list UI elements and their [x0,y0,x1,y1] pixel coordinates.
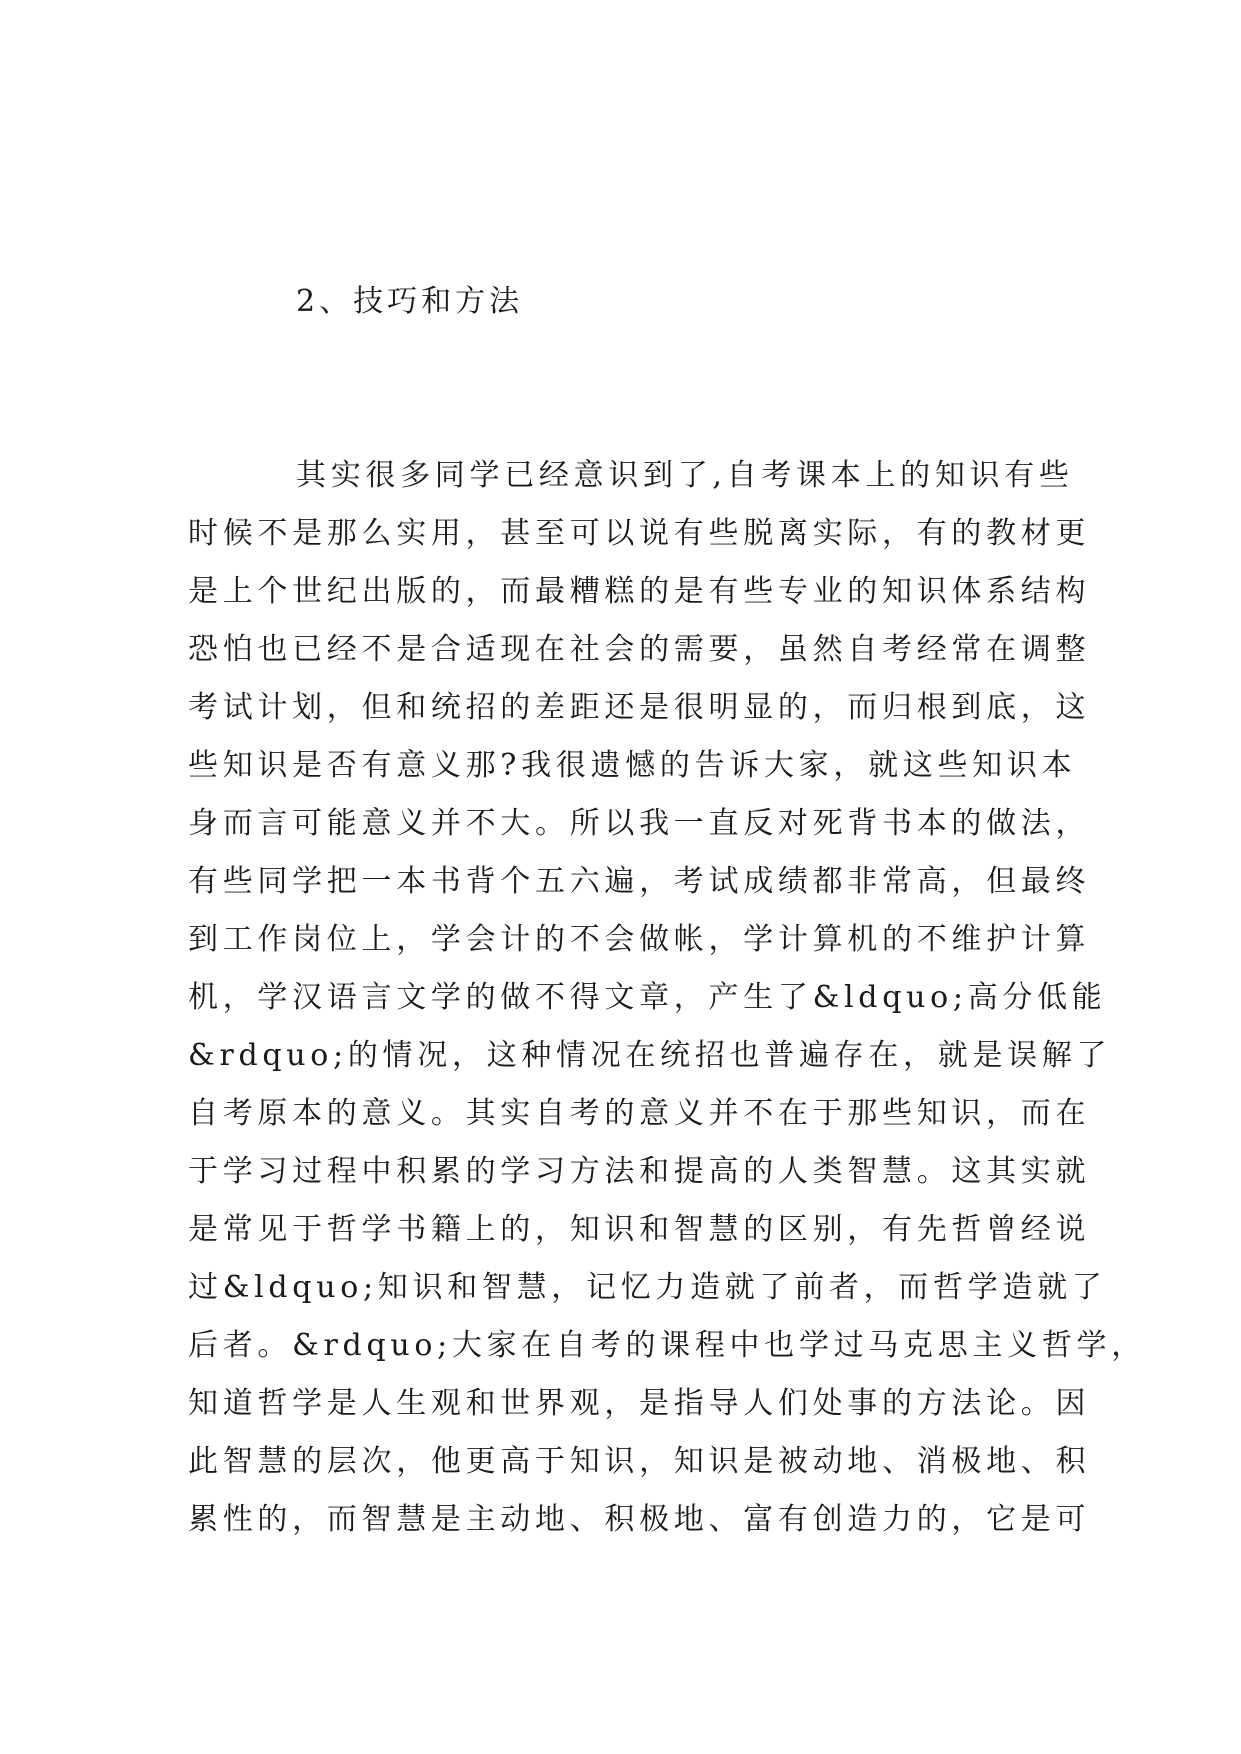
paragraph-line: 有些同学把一本书背个五六遍，考试成绩都非常高，但最终 [188,864,1091,899]
paragraph-line: 身而言可能意义并不大。所以我一直反对死背书本的做法， [188,806,1091,841]
paragraph-line: 自考原本的意义。其实自考的意义并不在于那些知识，而在 [188,1096,1091,1131]
paragraph-line: 时候不是那么实用，甚至可以说有些脱离实际，有的教材更 [188,516,1091,551]
paragraph-line: 到工作岗位上，学会计的不会做帐，学计算机的不维护计算 [188,922,1091,957]
paragraph-line: &rdquo;的情况，这种情况在统招也普遍存在，就是误解了 [188,1038,1112,1073]
paragraph-line: 考试计划，但和统招的差距还是很明显的，而归根到底，这 [188,690,1091,725]
paragraph-line: 是常见于哲学书籍上的，知识和智慧的区别，有先哲曾经说 [188,1212,1091,1247]
paragraph-line: 机，学汉语言文学的做不得文章，产生了&ldquo;高分低能 [188,980,1107,1015]
paragraph-line: 其实很多同学已经意识到了,自考课本上的知识有些 [296,458,1074,493]
paragraph-line: 些知识是否有意义那?我很遗憾的告诉大家，就这些知识本 [188,748,1077,783]
paragraph-line: 于学习过程中积累的学习方法和提高的人类智慧。这其实就 [188,1154,1091,1189]
paragraph-line: 此智慧的层次，他更高于知识，知识是被动地、消极地、积 [188,1444,1091,1479]
paragraph-line: 过&ldquo;知识和智慧，记忆力造就了前者，而哲学造就了 [188,1270,1107,1305]
paragraph-line: 知道哲学是人生观和世界观，是指导人们处事的方法论。因 [188,1386,1091,1421]
paragraph-line: 后者。&rdquo;大家在自考的课程中也学过马克思主义哲学， [188,1328,1146,1363]
paragraph-line: 累性的，而智慧是主动地、积极地、富有创造力的，它是可 [188,1502,1091,1537]
paragraph-line: 是上个世纪出版的，而最糟糕的是有些专业的知识体系结构 [188,574,1091,609]
section-heading: 2、技巧和方法 [296,284,524,319]
paragraph-line: 恐怕也已经不是合适现在社会的需要，虽然自考经常在调整 [188,632,1091,667]
body-paragraph [188,447,1146,1549]
